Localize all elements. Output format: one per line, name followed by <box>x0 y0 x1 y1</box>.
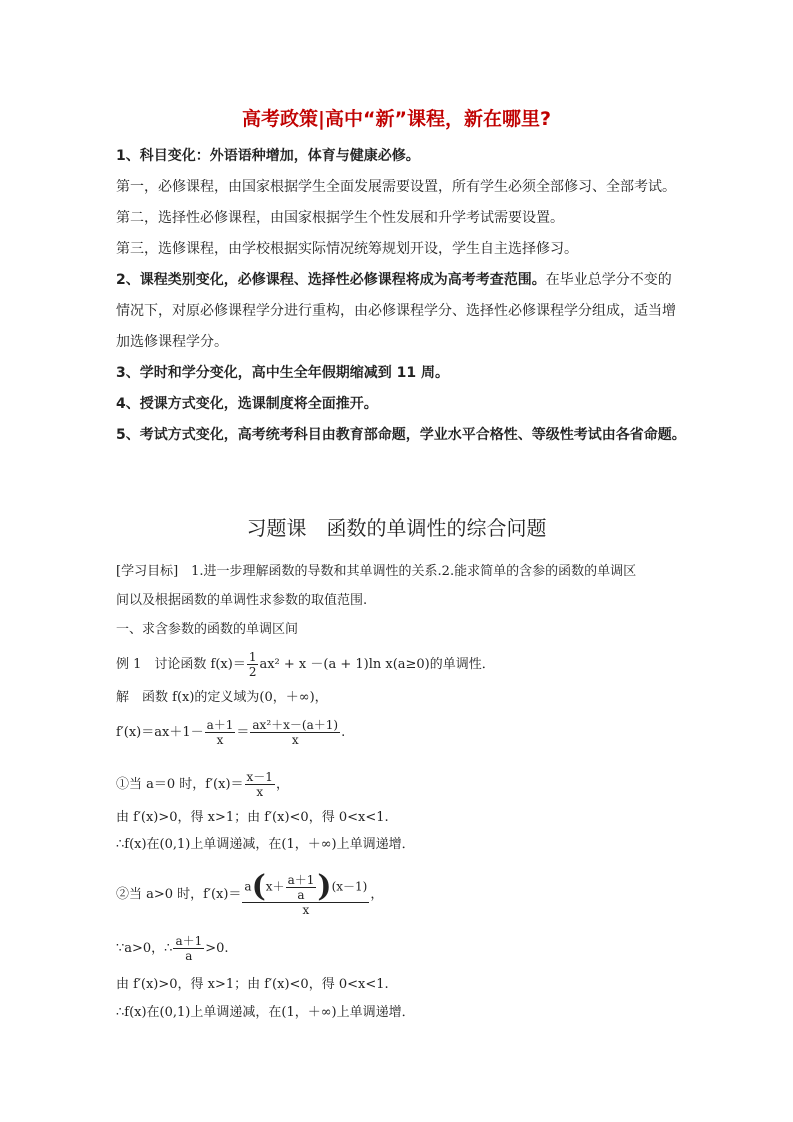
fraction-denominator: a <box>185 949 193 963</box>
equals-sign: ＝ <box>236 725 250 740</box>
item-5: 5、考试方式变化，高考统考科目由教育部命题，学业水平合格性、等级性考试由各省命题。 <box>116 427 686 443</box>
example-1 <box>116 650 495 679</box>
example-1-suffix: ax² + x －(a + 1)ln x(a≥0)的单调性． <box>259 657 495 672</box>
case-2-line-1 <box>116 869 384 917</box>
case-2-line-2 <box>116 934 229 963</box>
fraction-numerator: 1 <box>248 650 257 664</box>
case-2-line-3: 由 f′(x)>0，得 x>1；由 f′(x)<0，得 0<x<1. <box>116 977 389 992</box>
fraction-numerator: a＋1 <box>206 718 234 732</box>
item-4: 4、授课方式变化，选课制度将全面推开。 <box>116 396 378 412</box>
item-3: 3、学时和学分变化，高中生全年假期缩减到 11 周。 <box>116 365 449 381</box>
goal-line-2: 间以及根据函数的单调性求参数的取值范围. <box>116 593 368 608</box>
item-2-line-1 <box>116 270 672 290</box>
fraction-numerator <box>242 869 369 904</box>
fraction-denominator: x <box>302 903 310 917</box>
fraction-numerator: x－1 <box>246 770 273 784</box>
case-1-line-2: 由 f′(x)>0，得 x>1；由 f′(x)<0，得 0<x<1. <box>116 810 389 825</box>
solution-domain: 解 函数 f(x)的定义域为(0，＋∞)， <box>116 690 328 705</box>
example-1-prefix: 例 1 讨论函数 f(x)＝ <box>116 657 246 672</box>
policy-title: 高考政策|高中“新”课程，新在哪里? <box>242 108 551 130</box>
section-heading: 一、求含参数的函数的单调区间 <box>116 622 299 637</box>
example-1-fraction <box>247 650 259 679</box>
derivative-fraction-2 <box>250 718 340 747</box>
case-2-line-2-suffix: >0. <box>205 941 229 956</box>
right-paren: ) <box>317 869 332 904</box>
fraction-denominator: x <box>291 733 299 747</box>
item-2-line-2: 情况下，对原必修课程学分进行重构，由必修课程学分、选择性必修课程学分组成，适当增 <box>116 303 676 319</box>
item-1-sub-3: 第三，选修课程，由学校根据实际情况统筹规划开设，学生自主选择修习。 <box>116 241 578 257</box>
case-2-line-4: ∴f(x)在(0,1)上单调递减，在(1，＋∞)上单调递增． <box>116 1005 415 1020</box>
case-2-line-2-fraction <box>173 934 204 963</box>
fraction-denominator: x <box>216 733 224 747</box>
goal-line-1: [学习目标] 1.进一步理解函数的导数和其单调性的关系.2.能求简单的含参的函数的单调区 <box>116 564 637 579</box>
case-1-line-3: ∴f(x)在(0,1)上单调递减，在(1，＋∞)上单调递增． <box>116 837 415 852</box>
derivative-end: . <box>341 725 346 740</box>
inner-prefix: x＋ <box>265 879 285 894</box>
left-paren: ( <box>251 869 266 904</box>
case-2-line-2-prefix: ∵a>0，∴ <box>116 941 173 956</box>
derivative-prefix: f′(x)＝ax＋1－ <box>116 725 204 740</box>
lesson-title: 习题课 函数的单调性的综合问题 <box>246 516 547 540</box>
item-2-line-3: 加选修课程学分。 <box>116 334 228 350</box>
derivative-line <box>116 718 345 747</box>
fraction-denominator: 2 <box>248 665 257 679</box>
item-1: 1、科目变化：外语语种增加，体育与健康必修。 <box>116 148 420 164</box>
case-2-fraction <box>242 869 369 917</box>
numerator-suffix: (x－1) <box>331 879 368 894</box>
case-1-line-1 <box>116 770 289 799</box>
case-1-end: ， <box>275 777 289 792</box>
case-2-end: ， <box>370 887 384 902</box>
fraction-numerator: a＋1 <box>175 934 203 948</box>
inner-fraction <box>286 873 317 902</box>
fraction-denominator: a <box>297 887 305 902</box>
coefficient-a: a <box>244 879 252 894</box>
item-1-sub-1: 第一，必修课程，由国家根据学生全面发展需要设置，所有学生必须全部修习、全部考试。 <box>116 179 676 195</box>
fraction-numerator: a＋1 <box>287 872 315 887</box>
item-2-rest: 在毕业总学分不变的 <box>545 272 672 288</box>
fraction-numerator: ax²＋x－(a＋1) <box>252 718 339 732</box>
fraction-denominator: x <box>256 785 264 799</box>
case-1-fraction <box>245 770 275 799</box>
case-1-prefix: ①当 a＝0 时，f′(x)＝ <box>116 777 244 792</box>
case-2-prefix: ②当 a>0 时，f′(x)＝ <box>116 887 242 902</box>
item-1-sub-2: 第二，选择性必修课程，由国家根据学生个性发展和升学考试需要设置。 <box>116 210 564 226</box>
item-2-bold: 2、课程类别变化，必修课程、选择性必修课程将成为高考考查范围。 <box>116 272 546 288</box>
derivative-fraction-1 <box>205 718 236 747</box>
